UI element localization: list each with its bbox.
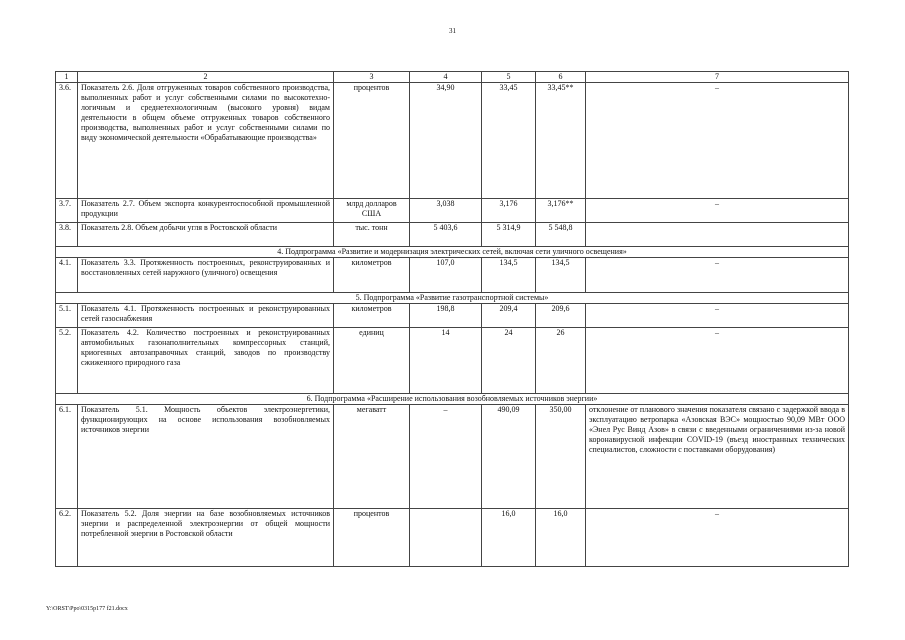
value-cell: – [410,405,482,509]
section-title: 5. Подпрограмма «Развитие газотранспортной системы» [56,293,849,304]
value-cell: 16,0 [536,509,586,567]
note-cell: – [586,83,849,199]
unit-cell: километров [334,258,410,293]
header-cell: 6 [536,72,586,83]
note-cell: – [586,304,849,328]
note-cell: – [586,258,849,293]
table-row [56,405,849,509]
row-number: 6.1. [56,405,78,509]
indicator-name: Показатель 2.6. Доля отгруженных товаров собственного производства, выполненных работ и услуг собственными силами по высокотехно-логичным и среднетехнологичным (высокого уровня) видам деятельности в общем объеме отгруженных товаров собственного производства, выполненных работ и услуг собственными силами по виду экономической деятельности «Обрабатывающие производства» [78,83,334,199]
unit-cell: процентов [334,83,410,199]
indicator-name: Показатель 5.1. Мощность объектов электроэнергетики, функционирующих на основе использования возобновляемых источников энергии [78,405,334,509]
row-number: 5.2. [56,328,78,394]
header-cell: 2 [78,72,334,83]
value-cell: 107,0 [410,258,482,293]
value-cell: 24 [482,328,536,394]
value-cell: 209,4 [482,304,536,328]
footer-file-path: Y:\ORST\Ppo\0315p177 f21.docx [46,606,128,612]
row-number: 3.7. [56,199,78,223]
header-cell: 1 [56,72,78,83]
indicator-name: Показатель 2.8. Объем добычи угля в Ростовской области [78,223,334,247]
table-row [56,258,849,293]
header-row [56,72,849,83]
unit-cell: мегаватт [334,405,410,509]
row-number: 3.6. [56,83,78,199]
table-row [56,509,849,567]
indicator-name: Показатель 3.3. Протяженность построенных, реконструированных и восстановленных сетей наружного (уличного) освещения [78,258,334,293]
value-cell: 34,90 [410,83,482,199]
header-cell: 5 [482,72,536,83]
value-cell: 14 [410,328,482,394]
header-cell: 3 [334,72,410,83]
value-cell: 134,5 [482,258,536,293]
value-cell [410,509,482,567]
table-row [56,83,849,199]
value-cell: 26 [536,328,586,394]
page-number: 31 [449,27,456,35]
table-row [56,223,849,247]
note-cell: – [586,328,849,394]
section-title: 6. Подпрограмма «Расширение использования возобновляемых источников энергии» [56,394,849,405]
unit-cell: тыс. тонн [334,223,410,247]
unit-cell: процентов [334,509,410,567]
row-number: 5.1. [56,304,78,328]
section-row [56,247,849,258]
indicator-name: Показатель 5.2. Доля энергии на базе возобновляемых источников энергии и распределенной электроэнергии от общей мощности потребленной энергии в Ростовской области [78,509,334,567]
value-cell: 5 548,8 [536,223,586,247]
row-number: 4.1. [56,258,78,293]
value-cell: 134,5 [536,258,586,293]
value-cell: 3,038 [410,199,482,223]
table-row [56,199,849,223]
value-cell: 198,8 [410,304,482,328]
unit-cell: километров [334,304,410,328]
value-cell: 33,45** [536,83,586,199]
value-cell: 5 403,6 [410,223,482,247]
value-cell: 5 314,9 [482,223,536,247]
note-cell [586,223,849,247]
value-cell: 33,45 [482,83,536,199]
row-number: 6.2. [56,509,78,567]
indicators-table [55,71,849,567]
section-title: 4. Подпрограмма «Развитие и модернизация электрических сетей, включая сети уличного освещения» [56,247,849,258]
value-cell: 490,09 [482,405,536,509]
table-row [56,328,849,394]
value-cell: 350,00 [536,405,586,509]
table-row [56,304,849,328]
header-cell: 7 [586,72,849,83]
value-cell: 209,6 [536,304,586,328]
indicator-name: Показатель 2.7. Объем экспорта конкурентоспособной промышленной продукции [78,199,334,223]
section-row [56,293,849,304]
indicator-name: Показатель 4.1. Протяженность построенных и реконструированных сетей газоснабжения [78,304,334,328]
indicator-name: Показатель 4.2. Количество построенных и реконструированных автомобильных газонаполнительных компрессорных станций, криогенных автозаправочных станций, заводов по производству сжиженного природного газа [78,328,334,394]
section-row [56,394,849,405]
note-cell: – [586,199,849,223]
unit-cell: млрд долларов США [334,199,410,223]
header-cell: 4 [410,72,482,83]
unit-cell: единиц [334,328,410,394]
value-cell: 16,0 [482,509,536,567]
note-cell: – [586,509,849,567]
value-cell: 3,176** [536,199,586,223]
note-cell: отклонение от планового значения показателя связано с задержкой ввода в эксплуатацию ветропарка «Азовская ВЭС» мощностью 90,09 МВт ООО «Энел Рус Винд Азов» в связи с введенными ограничениями из-за новой коронавирусной инфекции COVID-19 (въезд иностранных технических специалистов, сложности с поставками оборудования) [586,405,849,509]
value-cell: 3,176 [482,199,536,223]
row-number: 3.8. [56,223,78,247]
